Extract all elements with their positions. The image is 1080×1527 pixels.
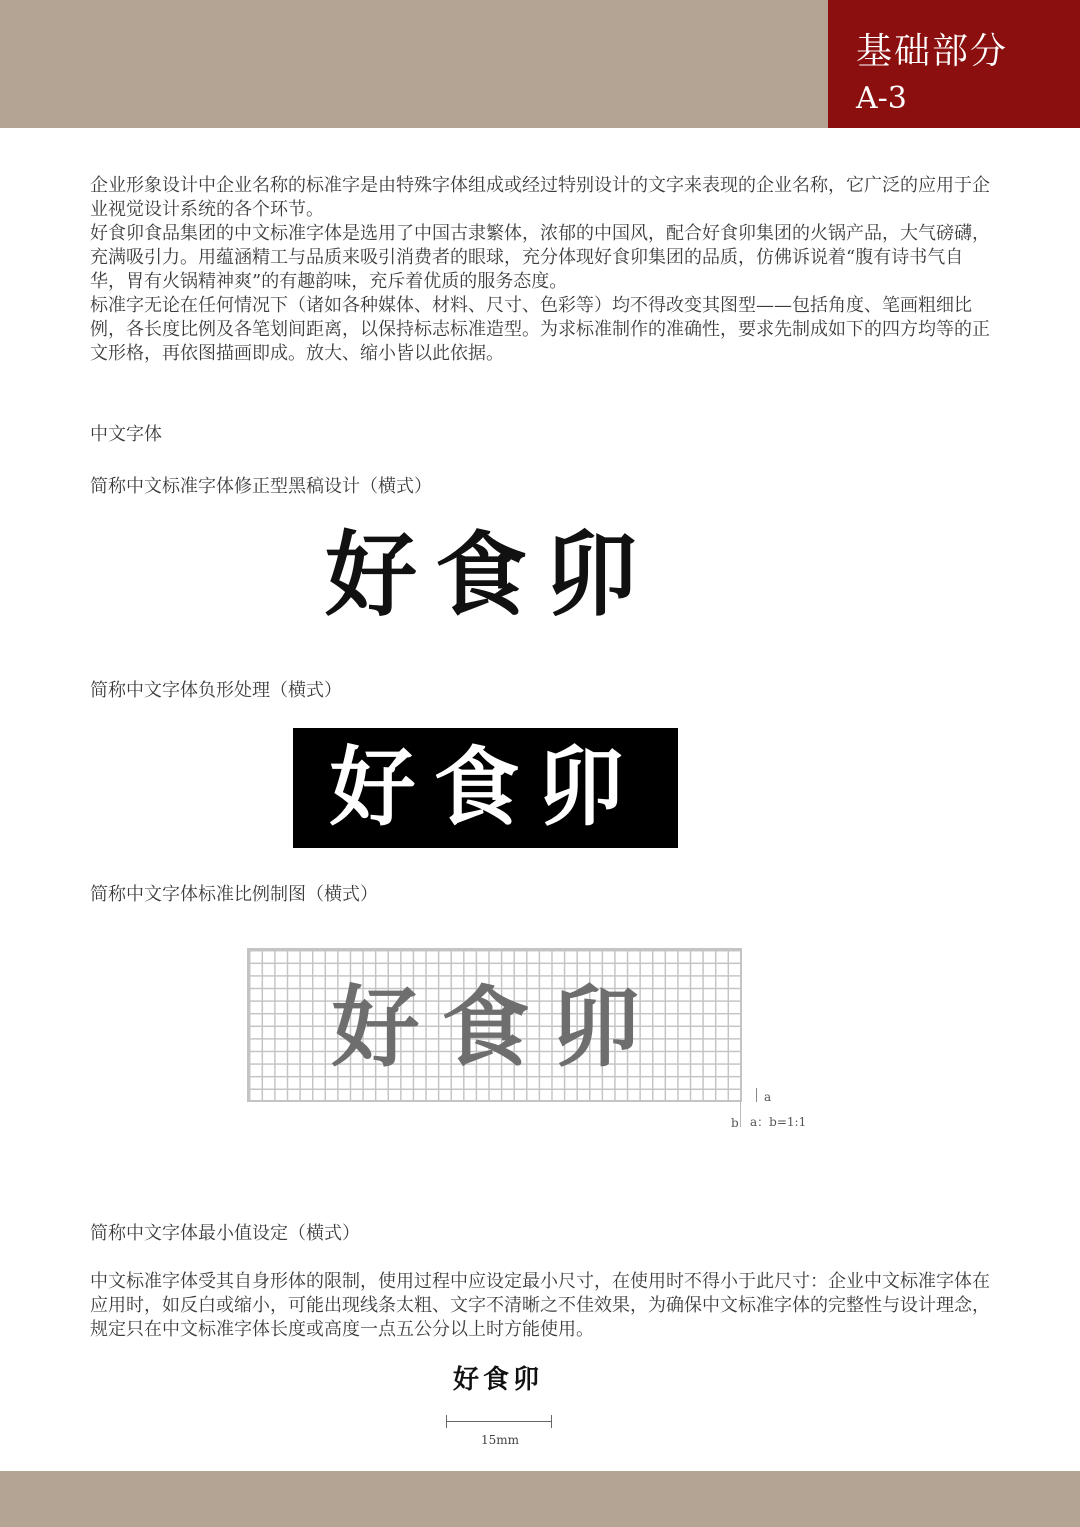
brand-wordmark-minimum: 好食卯: [452, 1365, 543, 1395]
section-title: 基础部分: [856, 31, 1009, 72]
ratio-marker-a: [756, 1088, 757, 1102]
heading-minimum: 简称中文字体最小值设定（横式）: [90, 1223, 360, 1244]
intro-text: [90, 174, 990, 366]
ratio-value: a：b=1:1: [750, 1115, 807, 1129]
intro-paragraph-2: 好食卯食品集团的中文标准字体是选用了中国古隶繁体，浓郁的中国风，配合好食卯集团的火锅产品，大气磅礴，充满吸引力。用蕴涵精工与品质来吸引消费者的眼球，充分体现好食卯集团的品质，仿佛诉说着“腹有诗书气自华，胃有火锅精神爽”的有趣韵味，充斥着优质的服务态度。: [90, 223, 990, 292]
brand-wordmark-grid: 好食卯: [331, 975, 662, 1079]
heading-horizontal-design: 简称中文标准字体修正型黑稿设计（横式）: [90, 476, 432, 497]
footer-band: [0, 1471, 1080, 1527]
negative-panel: [293, 728, 678, 848]
dimension-tick-right: [551, 1415, 552, 1428]
intro-paragraph-3: 标准字无论在任何情况下（诸如各种媒体、材料、尺寸、色彩等）均不得改变其图型——包括角度、笔画粗细比例，各长度比例及各笔划间距离，以保持标志标准造型。为求标准制作的准确性，要求先制成如下的四方均等的正文形格，再依图描画即成。放大、缩小皆以此依据。: [90, 295, 990, 364]
intro-paragraph-1: 企业形象设计中企业名称的标准字是由特殊字体组成或经过特别设计的文字来表现的企业名称，它广泛的应用于企业视觉设计系统的各个环节。: [90, 175, 990, 220]
ratio-label-b: b: [731, 1116, 739, 1130]
brand-wordmark-negative: 好食卯: [329, 737, 642, 838]
ratio-label-a: a: [764, 1090, 772, 1104]
dimension-label: 15mm: [480, 1433, 520, 1447]
minimum-description: 中文标准字体受其自身形体的限制，使用过程中应设定最小尺寸，在使用时不得小于此尺寸：企业中文标准字体在应用时，如反白或缩小，可能出现线条太粗、文字不清晰之不佳效果，为确保中文标准字体的完整性与设计理念，规定只在中文标准字体长度或高度一点五公分以上时方能使用。: [90, 1271, 990, 1340]
dimension-line: [446, 1421, 552, 1422]
section-tab: [828, 0, 1080, 128]
ratio-marker-b: [740, 1101, 741, 1127]
section-code: A-3: [856, 81, 907, 116]
heading-negative: 简称中文字体负形处理（横式）: [90, 680, 342, 701]
heading-chinese-font: 中文字体: [90, 424, 162, 445]
proportion-grid: [247, 948, 742, 1102]
brand-wordmark-black: 好食卯: [324, 521, 655, 629]
heading-ratio-drawing: 简称中文字体标准比例制图（横式）: [90, 884, 378, 905]
